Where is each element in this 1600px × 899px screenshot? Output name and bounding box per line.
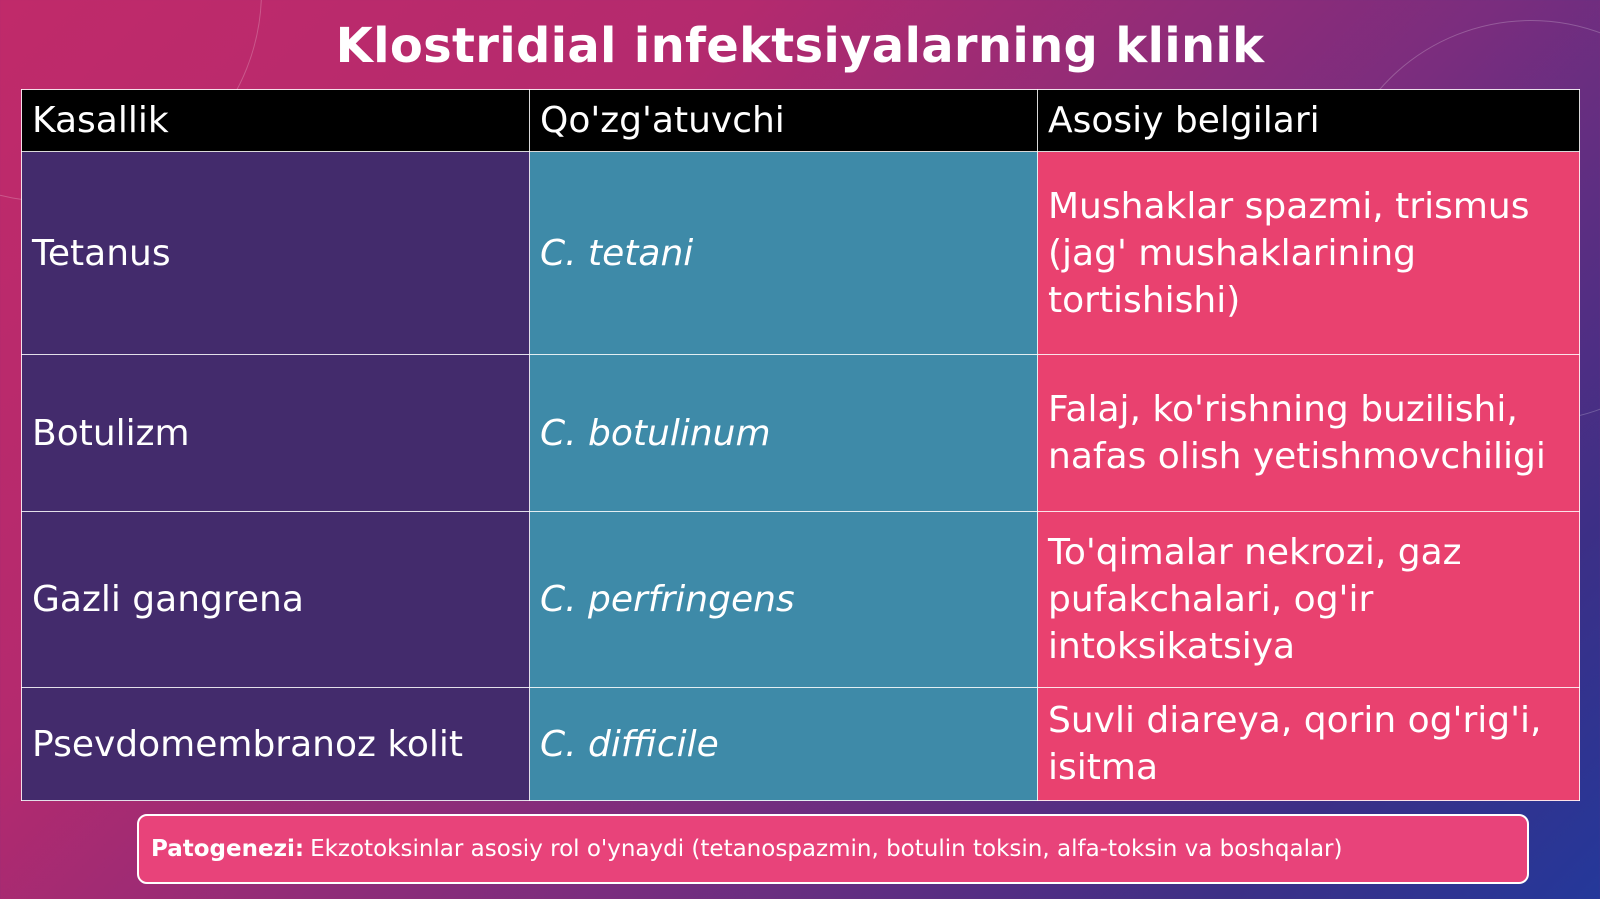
table-row — [22, 152, 1580, 355]
slide-title: Klostridial infektsiyalarning klinik — [335, 18, 1265, 74]
signs-cell: Mushaklar spazmi, trismus (jag' mushaklarining tortishishi) — [1038, 152, 1580, 355]
agent-cell: C. perfringens — [530, 512, 1038, 688]
disease-cell: Psevdomembranoz kolit — [22, 688, 530, 801]
disease-cell: Tetanus — [22, 152, 530, 355]
signs-cell: Falaj, ko'rishning buzilishi, nafas olish yetishmovchiligi — [1038, 355, 1580, 512]
agent-cell: C. difficile — [530, 688, 1038, 801]
signs-cell: To'qimalar nekrozi, gaz pufakchalari, og'ir intoksikatsiya — [1038, 512, 1580, 688]
pathogenesis-label: Patogenezi: — [151, 836, 305, 862]
agent-cell: C. tetani — [530, 152, 1038, 355]
pathogenesis-note — [137, 814, 1529, 884]
pathogenesis-text: Ekzotoksinlar asosiy rol o'ynaydi (tetanospazmin, botulin toksin, alfa-toksin va boshqalar) — [310, 836, 1343, 862]
disease-cell: Gazli gangrena — [22, 512, 530, 688]
table-header-row — [22, 90, 1580, 152]
table-row — [22, 688, 1580, 801]
table-row — [22, 355, 1580, 512]
table-row — [22, 512, 1580, 688]
header-agent: Qo'zg'atuvchi — [530, 90, 1038, 152]
header-disease: Kasallik — [22, 90, 530, 152]
agent-cell: C. botulinum — [530, 355, 1038, 512]
disease-cell: Botulizm — [22, 355, 530, 512]
header-signs: Asosiy belgilari — [1038, 90, 1580, 152]
clostridial-infections-table — [21, 89, 1580, 801]
signs-cell: Suvli diareya, qorin og'rig'i, isitma — [1038, 688, 1580, 801]
